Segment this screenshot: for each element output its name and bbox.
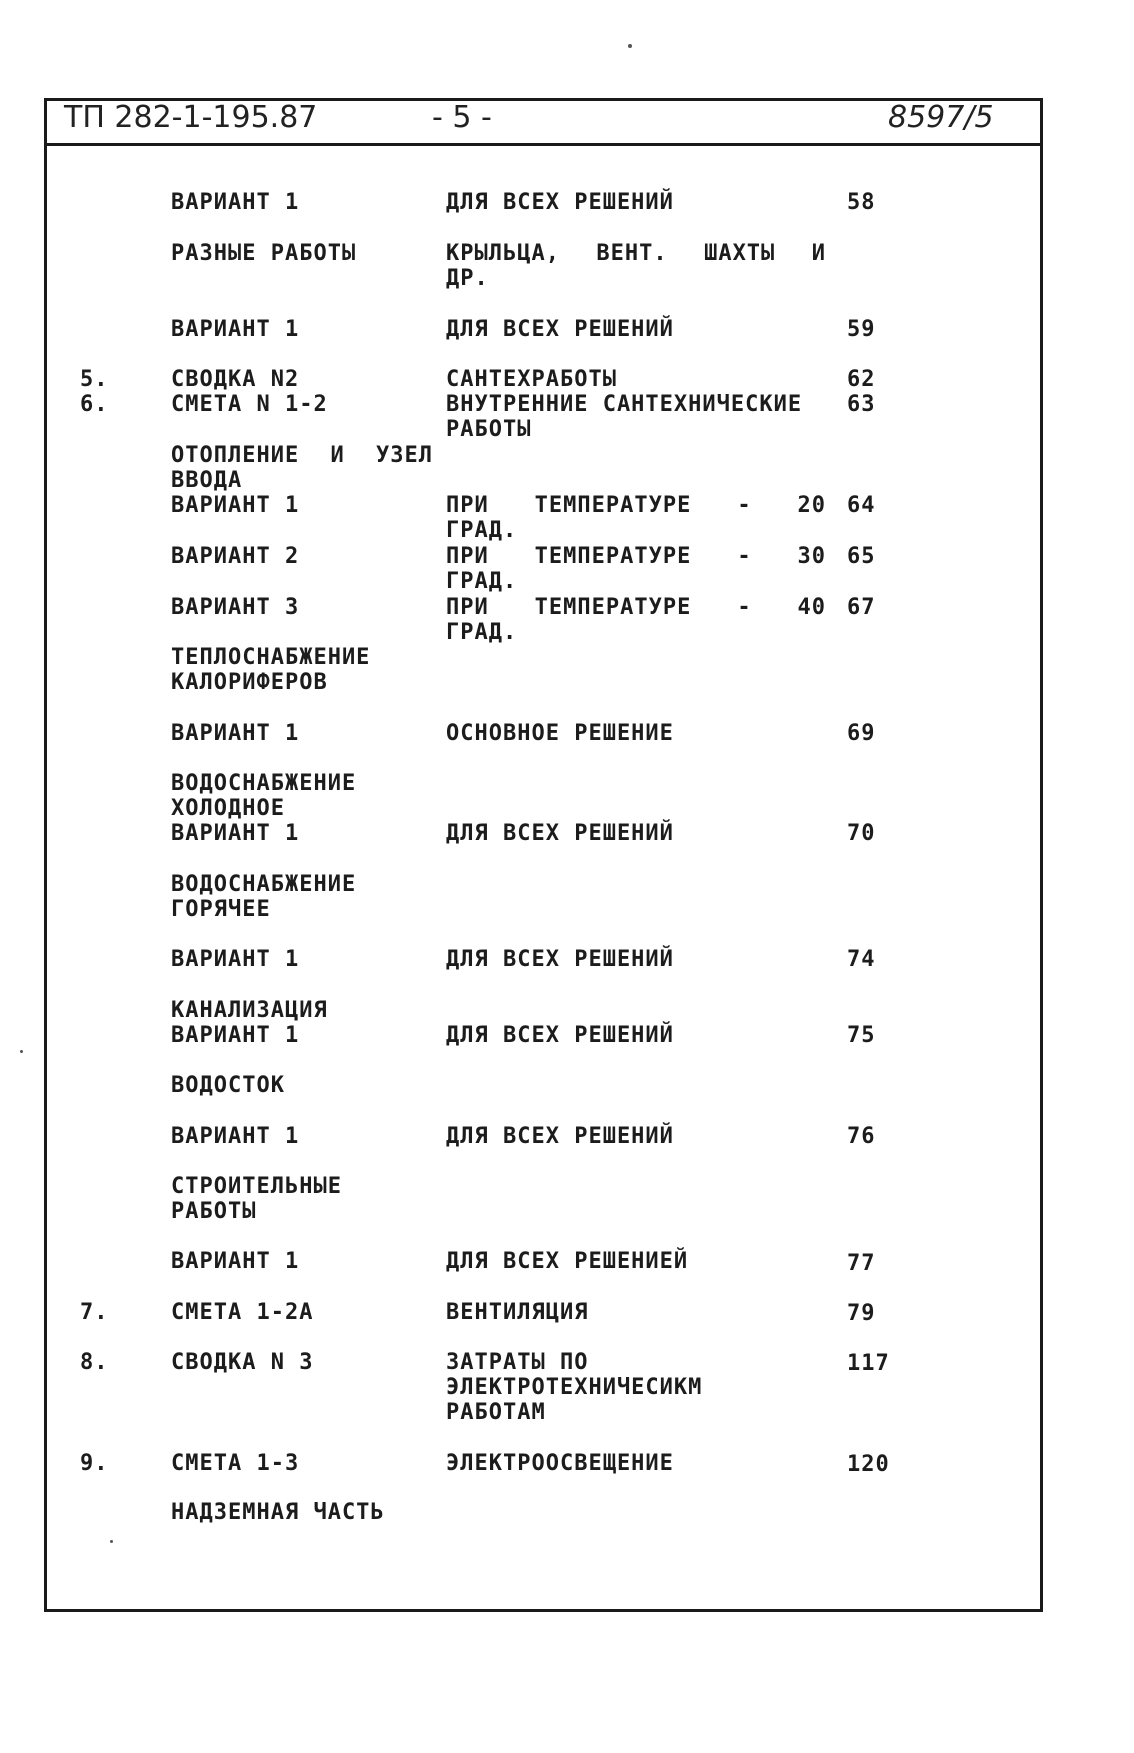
row-page: 63 xyxy=(847,392,876,417)
section-heading: ОТОПЛЕНИЕ И УЗЕЛ xyxy=(171,443,433,468)
row-description-cont: ДР. xyxy=(446,266,489,291)
row-title: ВАРИАНТ 1 xyxy=(171,1023,300,1048)
row-page: 76 xyxy=(847,1124,876,1149)
row-title: СВОДКА N2 xyxy=(171,367,300,392)
row-title: ВАРИАНТ 1 xyxy=(171,947,300,972)
row-number: 5. xyxy=(80,367,109,392)
section-heading-cont: ХОЛОДНОЕ xyxy=(171,796,285,821)
section-heading: СТРОИТЕЛЬНЫЕ xyxy=(171,1174,342,1199)
row-description-cont: ГРАД. xyxy=(446,620,518,645)
scan-speck xyxy=(20,1050,23,1053)
section-heading: НАДЗЕМНАЯ ЧАСТЬ xyxy=(171,1500,385,1525)
row-title: ВАРИАНТ 1 xyxy=(171,721,300,746)
row-description-cont: РАБОТЫ xyxy=(446,417,532,442)
row-page: 74 xyxy=(847,947,876,972)
row-page: 65 xyxy=(847,544,876,569)
row-number: 8. xyxy=(80,1350,109,1375)
row-page: 69 xyxy=(847,721,876,746)
row-page: 70 xyxy=(847,821,876,846)
row-title: ВАРИАНТ 2 xyxy=(171,544,300,569)
row-page: 58 xyxy=(847,190,876,215)
row-title: СМЕТА 1-2А xyxy=(171,1300,314,1325)
row-description: ЗАТРАТЫ ПО xyxy=(446,1350,589,1375)
row-number: 9. xyxy=(80,1451,109,1476)
row-description: ДЛЯ ВСЕХ РЕШЕНИЙ xyxy=(446,1023,674,1048)
row-page: 120 xyxy=(847,1452,890,1477)
row-description: ДЛЯ ВСЕХ РЕШЕНИЙ xyxy=(446,190,674,215)
row-description: ВНУТРЕННИЕ САНТЕХНИЧЕСКИЕ xyxy=(446,392,803,417)
row-number: 6. xyxy=(80,392,109,417)
row-page: 75 xyxy=(847,1023,876,1048)
row-description: ПРИ ТЕМПЕРАТУРЕ - 40 xyxy=(446,595,826,620)
section-heading: ТЕПЛОСНАБЖЕНИЕ xyxy=(171,645,371,670)
section-heading: ВОДОСТОК xyxy=(171,1073,285,1098)
row-description-cont: ЭЛЕКТРОТЕХНИЧЕСИКМ xyxy=(446,1375,703,1400)
row-title: ВАРИАНТ 1 xyxy=(171,190,300,215)
row-number: 7. xyxy=(80,1300,109,1325)
row-title: ВАРИАНТ 1 xyxy=(171,317,300,342)
row-page: 67 xyxy=(847,595,876,620)
row-page: 62 xyxy=(847,367,876,392)
row-description: КРЫЛЬЦА, ВЕНТ. ШАХТЫ И xyxy=(446,241,826,266)
row-title: ВАРИАНТ 3 xyxy=(171,595,300,620)
row-description-cont: ГРАД. xyxy=(446,569,518,594)
scan-speck xyxy=(110,1540,113,1543)
row-title: ВАРИАНТ 1 xyxy=(171,1124,300,1149)
row-title: РАЗНЫЕ РАБОТЫ xyxy=(171,241,357,266)
row-title: ВАРИАНТ 1 xyxy=(171,493,300,518)
row-title: ВАРИАНТ 1 xyxy=(171,1249,300,1274)
section-heading: ВОДОСНАБЖЕНИЕ xyxy=(171,771,357,796)
scan-speck xyxy=(628,44,632,48)
row-page: 77 xyxy=(847,1251,876,1276)
row-title: СМЕТА 1-3 xyxy=(171,1451,300,1476)
row-page: 64 xyxy=(847,493,876,518)
row-title: СМЕТА N 1-2 xyxy=(171,392,328,417)
page-number: - 5 - xyxy=(432,100,492,135)
row-description: ДЛЯ ВСЕХ РЕШЕНИЙ xyxy=(446,317,674,342)
section-heading: КАНАЛИЗАЦИЯ xyxy=(171,998,328,1023)
row-description: ОСНОВНОЕ РЕШЕНИЕ xyxy=(446,721,674,746)
row-description: ДЛЯ ВСЕХ РЕШЕНИЕЙ xyxy=(446,1249,689,1274)
header-divider xyxy=(44,143,1043,146)
sheet-number: 8597/5 xyxy=(888,100,994,135)
row-description: ДЛЯ ВСЕХ РЕШЕНИЙ xyxy=(446,821,674,846)
row-description: ПРИ ТЕМПЕРАТУРЕ - 20 xyxy=(446,493,826,518)
row-page: 117 xyxy=(847,1351,890,1376)
section-heading: ВОДОСНАБЖЕНИЕ xyxy=(171,872,357,897)
row-description: ДЛЯ ВСЕХ РЕШЕНИЙ xyxy=(446,1124,674,1149)
section-heading-cont: КАЛОРИФЕРОВ xyxy=(171,670,328,695)
row-description-cont: РАБОТАМ xyxy=(446,1400,546,1425)
row-title: ВАРИАНТ 1 xyxy=(171,821,300,846)
section-heading-cont: РАБОТЫ xyxy=(171,1199,257,1224)
row-title: СВОДКА N 3 xyxy=(171,1350,314,1375)
row-description: ПРИ ТЕМПЕРАТУРЕ - 30 xyxy=(446,544,826,569)
document-code: ТП 282-1-195.87 xyxy=(64,100,318,135)
row-page: 79 xyxy=(847,1301,876,1326)
section-heading-cont: ВВОДА xyxy=(171,468,243,493)
row-description: ВЕНТИЛЯЦИЯ xyxy=(446,1300,589,1325)
row-description-cont: ГРАД. xyxy=(446,518,518,543)
row-page: 59 xyxy=(847,317,876,342)
row-description: САНТЕХРАБОТЫ xyxy=(446,367,617,392)
row-description: ДЛЯ ВСЕХ РЕШЕНИЙ xyxy=(446,947,674,972)
row-description: ЭЛЕКТРООСВЕЩЕНИЕ xyxy=(446,1451,674,1476)
section-heading-cont: ГОРЯЧЕЕ xyxy=(171,897,271,922)
